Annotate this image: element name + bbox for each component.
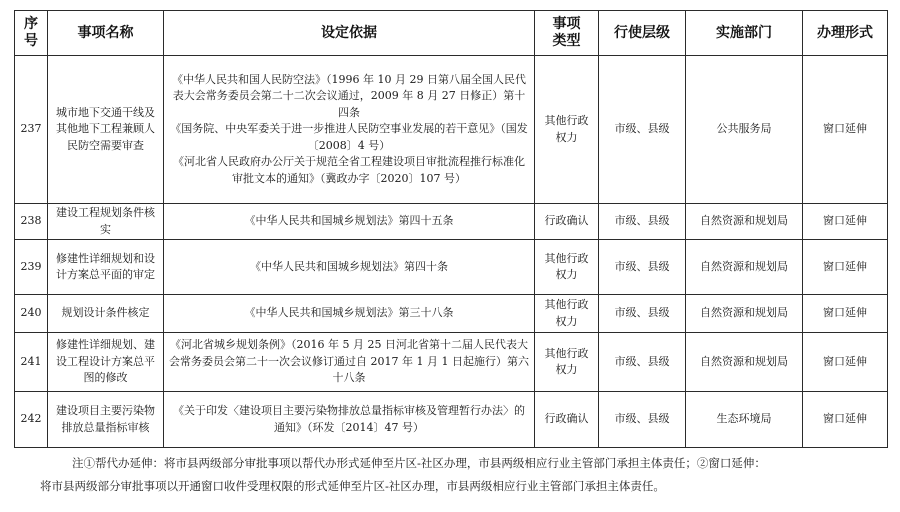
row-level: 市级、县级 (599, 240, 686, 295)
row-type: 其他行政权力 (535, 240, 599, 295)
table-row (15, 392, 888, 448)
footnote (14, 452, 887, 498)
table-row (15, 295, 888, 333)
table-row (15, 56, 888, 204)
basis-line: 《国务院、中央军委关于进一步推进人民防空事业发展的若干意见》（国发〔2008〕4 号） (170, 122, 528, 152)
row-dept: 自然资源和规划局 (686, 295, 803, 333)
row-basis (164, 333, 535, 392)
row-dept: 自然资源和规划局 (686, 333, 803, 392)
row-basis (164, 204, 535, 240)
row-form: 窗口延伸 (803, 392, 888, 448)
row-type: 其他行政权力 (535, 56, 599, 204)
row-level: 市级、县级 (599, 333, 686, 392)
row-form: 窗口延伸 (803, 204, 888, 240)
row-basis (164, 56, 535, 204)
row-no: 238 (15, 204, 48, 240)
footnote-line-2: 将市县两级部分审批事项以开通窗口收件受理权限的形式延伸至片区-社区办理，市县两级相应行业主管部门承担主体责任。 (40, 479, 665, 493)
header-name: 事项名称 (48, 11, 164, 56)
row-no: 242 (15, 392, 48, 448)
row-name: 修建性详细规划和设计方案总平面的审定 (48, 240, 164, 295)
row-basis (164, 240, 535, 295)
row-form: 窗口延伸 (803, 240, 888, 295)
row-basis (164, 295, 535, 333)
row-type: 其他行政权力 (535, 333, 599, 392)
table-row (15, 204, 888, 240)
table-row (15, 333, 888, 392)
basis-line: 《中华人民共和国城乡规划法》第三十八条 (244, 306, 454, 320)
basis-line: 《中华人民共和国人民防空法》（1996 年 10 月 29 日第八届全国人民代表大会常务委员会第二十二次会议通过，2009 年 8 月 27 日修正）第十四条 (172, 72, 526, 119)
row-dept: 自然资源和规划局 (686, 240, 803, 295)
row-level: 市级、县级 (599, 204, 686, 240)
row-name: 建设项目主要污染物排放总量指标审核 (48, 392, 164, 448)
table-row (15, 240, 888, 295)
table-header-row (15, 11, 888, 56)
basis-line: 《河北省人民政府办公厅关于规范全省工程建设项目审批流程推行标准化审批文本的通知》（冀政办字〔2020〕107 号） (173, 155, 525, 185)
header-type: 事项 类型 (535, 11, 599, 56)
header-form: 办理形式 (803, 11, 888, 56)
row-type: 行政确认 (535, 392, 599, 448)
row-level: 市级、县级 (599, 295, 686, 333)
row-name: 建设工程规划条件核实 (48, 204, 164, 240)
row-form: 窗口延伸 (803, 333, 888, 392)
header-basis: 设定依据 (164, 11, 535, 56)
row-level: 市级、县级 (599, 392, 686, 448)
row-form: 窗口延伸 (803, 295, 888, 333)
row-form: 窗口延伸 (803, 56, 888, 204)
header-dept: 实施部门 (686, 11, 803, 56)
row-no: 240 (15, 295, 48, 333)
row-no: 241 (15, 333, 48, 392)
basis-line: 《中华人民共和国城乡规划法》第四十条 (250, 259, 448, 273)
row-dept: 公共服务局 (686, 56, 803, 204)
row-name: 修建性详细规划、建设工程设计方案总平图的修改 (48, 333, 164, 392)
row-dept: 生态环境局 (686, 392, 803, 448)
row-type: 行政确认 (535, 204, 599, 240)
row-name: 规划设计条件核定 (48, 295, 164, 333)
basis-line: 《河北省城乡规划条例》（2016 年 5 月 25 日河北省第十二届人民代表大会常务委员会第二十一次会议修订通过自 2017 年 1 月 1 日起施行）第六十八条 (169, 338, 529, 385)
row-basis (164, 392, 535, 448)
row-level: 市级、县级 (599, 56, 686, 204)
footnote-line-1: 注①帮代办延伸：将市县两级部分审批事项以帮代办形式延伸至片区-社区办理，市县两级相应行业主管部门承担主体责任；②窗口延伸： (72, 456, 766, 470)
row-no: 239 (15, 240, 48, 295)
header-no: 序 号 (15, 11, 48, 56)
basis-line: 《关于印发〈建设项目主要污染物排放总量指标审核及管理暂行办法〉的通知》（环发〔2014〕47 号） (173, 404, 525, 434)
row-type: 其他行政权力 (535, 295, 599, 333)
row-name: 城市地下交通干线及其他地下工程兼顾人民防空需要审查 (48, 56, 164, 204)
header-level: 行使层级 (599, 11, 686, 56)
approval-items-table (14, 10, 888, 448)
row-dept: 自然资源和规划局 (686, 204, 803, 240)
basis-line: 《中华人民共和国城乡规划法》第四十五条 (244, 214, 454, 228)
row-no: 237 (15, 56, 48, 204)
